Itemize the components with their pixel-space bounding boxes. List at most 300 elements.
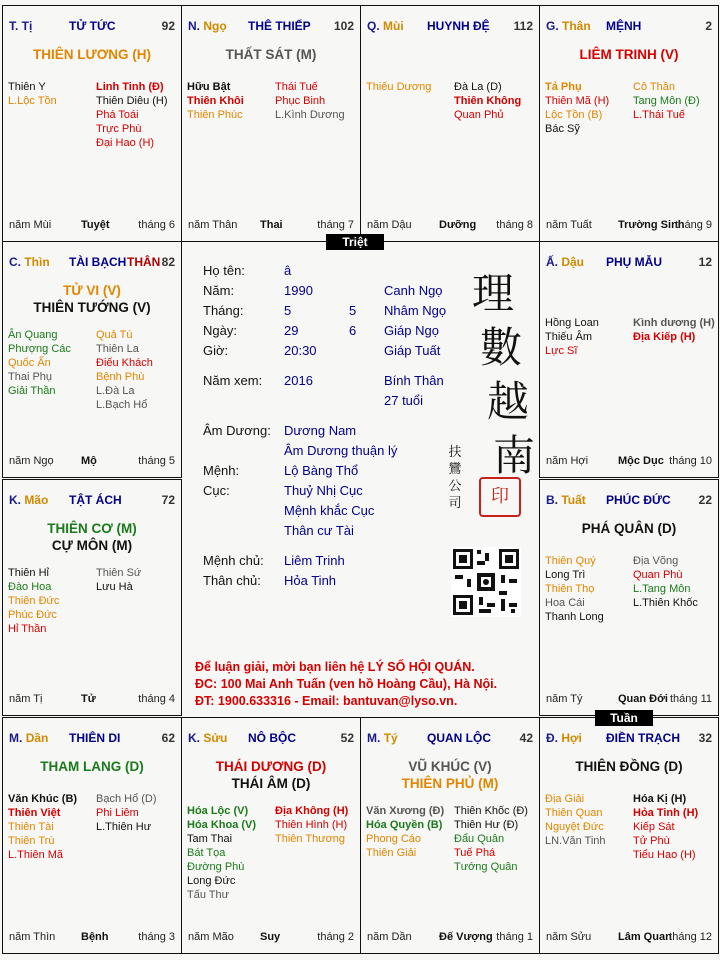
minor-star: Tam Thai [187, 833, 233, 845]
label-am-duong: Âm Dương: [203, 423, 271, 438]
minor-star: L.Thiên Mã [8, 849, 64, 861]
footer-month: tháng 2 [317, 931, 354, 943]
minor-star: Hoa Cái [545, 597, 585, 609]
major-stars [361, 758, 539, 792]
minor-star: Tuế Phá [454, 847, 496, 859]
minor-star: Hóa Quyền (B) [366, 819, 443, 831]
minor-star: Tử Phù [633, 835, 670, 847]
palace-header [188, 731, 354, 747]
minor-star: Quả Tú [96, 329, 133, 341]
palace-age-number: 92 [161, 19, 175, 33]
label-ho-ten: Họ tên: [203, 263, 245, 278]
palace-tuat [539, 479, 719, 716]
palace-footer [367, 219, 533, 233]
label-than-chu: Thân chủ: [203, 573, 261, 588]
minor-stars-right [454, 804, 538, 874]
palace-header [546, 255, 712, 271]
major-star: TỬ VI (V) [63, 283, 121, 298]
can-chi-ngay: Giáp Ngọ [384, 323, 439, 338]
footer-year: năm Dậu [367, 219, 412, 231]
label-menh-chu: Mệnh chủ: [203, 553, 264, 568]
branch-name: Tuất [561, 493, 586, 507]
label-cuc: Cục: [203, 483, 230, 498]
palace-header [188, 19, 354, 35]
minor-star: Bạch Hổ (D) [96, 793, 157, 805]
major-stars [3, 758, 181, 775]
minor-star: Thiên Hỉ [8, 567, 49, 579]
minor-stars-right [96, 328, 180, 412]
minor-star: Phi Liêm [96, 807, 139, 819]
palace-name: TẬT ÁCH [69, 493, 122, 507]
label-menh: Mệnh: [203, 463, 240, 478]
minor-star: Tả Phụ [545, 81, 582, 93]
branch-letter: G. [546, 19, 559, 33]
minor-stars-left [366, 80, 450, 94]
footer-stage: Lâm Quan [618, 931, 672, 943]
footer-year: năm Mùi [9, 219, 52, 231]
palace-ti [2, 5, 182, 242]
minor-star: L.Kình Dương [275, 109, 345, 121]
palace-footer [188, 931, 354, 945]
branch-letter: Q. [367, 19, 380, 33]
palace-name: TỬ TỨC [69, 19, 116, 33]
value-cuc: Thuỷ Nhị Cục [284, 483, 363, 498]
minor-star: Kiếp Sát [633, 821, 675, 833]
palace-header [9, 255, 175, 271]
minor-stars-left [545, 554, 629, 624]
branch-letter: K. [9, 493, 21, 507]
minor-star: Thái Tuế [275, 81, 318, 93]
minor-star: Hóa Kị (H) [633, 793, 687, 805]
minor-stars [187, 804, 355, 914]
footer-month: tháng 3 [138, 931, 175, 943]
value-nam-xem: 2016 [284, 373, 313, 388]
palace-header [546, 731, 712, 747]
major-stars [3, 520, 181, 554]
minor-stars-right [454, 80, 538, 122]
minor-stars-right [275, 80, 359, 122]
branch-name: Dậu [561, 255, 585, 269]
minor-star: Thiên Tài [8, 821, 54, 833]
value-am-duong: Dương Nam [284, 423, 357, 438]
minor-star: Thiên Trù [8, 835, 55, 847]
value-nam: 1990 [284, 283, 313, 298]
major-star: CỰ MÔN (M) [51, 538, 133, 553]
calligraphy-logo [463, 267, 536, 483]
minor-star: Thiên Hình (H) [275, 819, 348, 831]
minor-star: Tướng Quân [454, 861, 518, 873]
palace-ty [360, 717, 540, 954]
palace-name: THÊ THIẾP [248, 19, 311, 33]
red-seal: 印 [479, 477, 521, 517]
palace-age-number: 62 [161, 731, 175, 745]
minor-stars [545, 316, 713, 426]
calligraphy-char-2: 數 [479, 323, 522, 372]
center-info-panel [181, 241, 540, 717]
minor-star: Địa Kiếp (H) [633, 331, 696, 343]
minor-star: Hóa Khoa (V) [187, 819, 257, 831]
footer-year: năm Tuất [546, 219, 592, 231]
major-star: PHÁ QUÂN (D) [581, 521, 677, 536]
lunar-ngay: 6 [349, 323, 357, 338]
footer-year: năm Ngọ [9, 455, 54, 467]
palace-suu [181, 717, 361, 954]
minor-star: Lộc Tồn (B) [545, 109, 603, 121]
value-menh: Lộ Bàng Thổ [284, 463, 359, 478]
branch-letter: B. [546, 493, 558, 507]
label-nam-xem: Năm xem: [203, 373, 263, 388]
palace-name: NÔ BỘC [248, 731, 296, 745]
minor-stars [187, 80, 355, 190]
minor-stars-left [8, 328, 92, 398]
minor-star: Văn Xương (Đ) [366, 805, 445, 817]
major-star: THIÊN ĐỒNG (D) [575, 759, 683, 774]
footer-stage: Quan Đới [618, 693, 668, 705]
major-stars [3, 282, 181, 316]
palace-age-number: 22 [698, 493, 712, 507]
palace-footer [546, 455, 712, 469]
palace-age-number: 42 [519, 731, 533, 745]
branch-name: Dần [25, 731, 49, 745]
palace-age-number: 72 [161, 493, 175, 507]
footer-month: tháng 1 [496, 931, 533, 943]
major-star: THẤT SÁT (M) [225, 47, 317, 62]
palace-branch [9, 255, 50, 269]
footer-month: tháng 9 [675, 219, 712, 231]
footer-stage: Thai [260, 219, 283, 231]
footer-stage: Đế Vượng [439, 931, 493, 943]
footer-stage: Tuyệt [81, 219, 110, 231]
footer-month: tháng 5 [138, 455, 175, 467]
label-ngay: Ngày: [203, 323, 237, 338]
contact-line-1: Để luận giải, mời bạn liên hệ LÝ SỐ HỘI QUÁN. [195, 660, 475, 674]
palace-header [546, 493, 712, 509]
minor-star: Địa Võng [633, 555, 679, 567]
minor-star: L.Lộc Tồn [8, 95, 57, 107]
branch-name: Thân [562, 19, 591, 33]
minor-star: Hữu Bật [187, 81, 231, 93]
contact-address: ĐC: 100 Mai Anh Tuấn (ven hồ Hoàng Cầu), Hà Nội. [195, 677, 498, 691]
minor-star: Quan Phủ [454, 109, 504, 121]
minor-star: Thiên Hư (Đ) [454, 819, 519, 831]
palace-age-number: 82 [161, 255, 175, 269]
value-ngay: 29 [284, 323, 299, 338]
branch-letter: C. [9, 255, 21, 269]
minor-stars-left [8, 792, 92, 862]
palace-footer [546, 931, 712, 945]
palace-branch [546, 255, 584, 269]
minor-star: Hồng Loan [545, 317, 599, 329]
palace-header [9, 19, 175, 35]
palace-branch [188, 19, 227, 33]
can-chi-gio: Giáp Tuất [384, 343, 441, 358]
minor-star: Thiên Khốc (Đ) [454, 805, 528, 817]
palace-name: TÀI BẠCH [69, 255, 127, 269]
minor-star: Thiên Sứ [96, 567, 142, 579]
palace-age-number: 32 [698, 731, 712, 745]
minor-stars [366, 80, 534, 190]
footer-stage: Trường Sinh [618, 219, 685, 231]
minor-star: Điếu Khách [96, 357, 153, 369]
value-than-chu: Hỏa Tinh [284, 573, 337, 588]
minor-star: L.Thiên Khốc [633, 597, 698, 609]
minor-stars-right [96, 792, 180, 834]
contact-phone-email: ĐT: 1900.633316 - Email: bantuvan@lyso.vn. [195, 694, 458, 708]
major-stars [182, 758, 360, 792]
branch-letter: N. [188, 19, 200, 33]
minor-star: Hỏa Tinh (H) [633, 807, 699, 819]
label-thang: Tháng: [203, 303, 244, 318]
footer-year: năm Thìn [9, 931, 56, 943]
footer-month: tháng 4 [138, 693, 175, 705]
minor-stars [545, 792, 713, 902]
major-star: THIÊN PHỦ (M) [401, 776, 499, 791]
major-star: LIÊM TRINH (V) [579, 47, 679, 62]
branch-letter: M. [367, 731, 381, 745]
palace-age-number: 112 [513, 19, 533, 33]
minor-star: Phượng Các [8, 343, 71, 355]
palace-branch [546, 731, 582, 745]
value-thang: 5 [284, 303, 292, 318]
minor-star: Đào Hoa [8, 581, 52, 593]
minor-star: Thiếu Âm [545, 331, 593, 343]
minor-star: Thiên Giải [366, 847, 417, 859]
minor-star: Thiên Thọ [545, 583, 595, 595]
can-chi-nam-xem: Bính Thân [384, 373, 444, 388]
minor-star: Đường Phù [187, 861, 245, 873]
palace-dau [539, 241, 719, 478]
minor-star: Cô Thần [633, 81, 675, 93]
major-star: THAM LANG (D) [40, 759, 144, 774]
branch-name: Sửu [203, 731, 228, 745]
minor-star: Ân Quang [8, 329, 58, 341]
palace-header [9, 493, 175, 509]
branch-letter: Ấ. [546, 255, 558, 269]
minor-stars-left [187, 804, 271, 902]
minor-stars [8, 328, 176, 438]
value-cuc-2: Mệnh khắc Cục [284, 503, 375, 518]
minor-star: LN.Văn Tinh [545, 835, 606, 847]
minor-star: Tang Môn (Đ) [633, 95, 700, 107]
footer-stage: Dưỡng [439, 219, 477, 231]
minor-star: Nguyệt Đức [545, 821, 604, 833]
footer-stage: Suy [260, 931, 281, 943]
footer-stage: Bệnh [81, 931, 109, 943]
branch-name: Tý [383, 731, 398, 745]
qr-code [451, 547, 521, 617]
minor-star: Phong Cáo [366, 833, 422, 845]
palace-footer [9, 931, 175, 945]
minor-stars-left [8, 80, 92, 108]
minor-star: Văn Khúc (B) [8, 793, 78, 805]
small-char-4: 司 [448, 496, 462, 511]
palace-age-number: 52 [340, 731, 354, 745]
palace-mao [2, 479, 182, 716]
minor-stars-left [187, 80, 271, 122]
palace-header [546, 19, 712, 35]
small-char-2: 鸞 [448, 462, 462, 477]
palace-branch [367, 19, 404, 33]
minor-stars-left [545, 80, 629, 136]
than-marker: THÂN [127, 255, 161, 269]
small-char-1: 扶 [448, 445, 462, 460]
palace-than [539, 5, 719, 242]
major-star: THIÊN TƯỚNG (V) [33, 300, 151, 315]
minor-star: Hóa Lộc (V) [187, 805, 249, 817]
branch-name: Hợi [561, 731, 582, 745]
palace-ngo [181, 5, 361, 242]
palace-dan [2, 717, 182, 954]
palace-header [367, 19, 533, 35]
minor-star: Long Trì [545, 569, 586, 581]
triet-marker: Triệt [326, 234, 384, 250]
footer-month: tháng 10 [669, 455, 712, 467]
minor-stars-left [366, 804, 450, 860]
footer-month: tháng 8 [496, 219, 533, 231]
minor-star: Trực Phù [96, 123, 142, 135]
palace-name: QUAN LỘC [427, 731, 491, 745]
major-star: THIÊN CƠ (M) [47, 521, 137, 536]
minor-star: Thiên Quan [545, 807, 603, 819]
minor-star: Tấu Thư [187, 889, 230, 901]
palace-name: MỆNH [606, 19, 642, 33]
major-stars [540, 758, 718, 775]
minor-star: Hỉ Thần [8, 623, 47, 635]
calligraphy-char-3: 越 [487, 377, 530, 426]
minor-star: Đại Hao (H) [96, 137, 155, 149]
palace-hoi [539, 717, 719, 954]
minor-stars-right [633, 316, 717, 344]
minor-stars-left [8, 566, 92, 636]
major-stars [3, 46, 181, 63]
palace-header [367, 731, 533, 747]
minor-star: Kình dương (H) [633, 317, 715, 329]
minor-star: L.Đà La [96, 385, 135, 397]
minor-stars-right [633, 80, 717, 122]
small-char-3: 公 [448, 479, 462, 494]
minor-stars-right [633, 792, 717, 862]
minor-stars [545, 554, 713, 664]
minor-star: Đà La (D) [454, 81, 502, 93]
minor-star: Quốc Ấn [8, 357, 51, 369]
footer-month: tháng 7 [317, 219, 354, 231]
branch-letter: Đ. [546, 731, 558, 745]
palace-branch [546, 493, 586, 507]
major-star: VŨ KHÚC (V) [408, 759, 492, 774]
minor-stars-right [96, 566, 180, 594]
branch-name: Mùi [383, 19, 404, 33]
palace-footer [367, 931, 533, 945]
minor-stars [366, 804, 534, 914]
major-star: THÁI ÂM (D) [231, 776, 311, 791]
minor-star: L.Thái Tuế [633, 109, 685, 121]
minor-star: Phá Toái [96, 109, 139, 121]
minor-stars-left [545, 792, 629, 848]
palace-footer [9, 693, 175, 707]
minor-star: Thiên Không [454, 95, 522, 107]
value-ho-ten: â [284, 263, 292, 278]
minor-stars-right [96, 80, 180, 150]
palace-mui [360, 5, 540, 242]
minor-stars [8, 80, 176, 190]
minor-stars [8, 566, 176, 676]
minor-star: Giải Thần [8, 385, 56, 397]
major-star: THIÊN LƯƠNG (H) [33, 47, 151, 62]
branch-letter: K. [188, 731, 200, 745]
major-star: THÁI DƯƠNG (D) [215, 759, 327, 774]
minor-star: Thiên Diêu (H) [96, 95, 168, 107]
palace-age-number: 12 [698, 255, 712, 269]
minor-star: L.Tang Môn [633, 583, 691, 595]
value-am-duong-2: Âm Dương thuận lý [284, 443, 398, 458]
minor-star: Lực Sĩ [545, 345, 578, 357]
major-stars [540, 46, 718, 63]
major-stars [540, 520, 718, 537]
minor-star: Tiểu Hao (H) [633, 849, 696, 861]
minor-star: Linh Tinh (Đ) [96, 81, 164, 93]
footer-year: năm Dần [367, 931, 412, 943]
minor-star: Thiên Thương [275, 833, 346, 845]
minor-stars [8, 792, 176, 902]
minor-star: Thiên Khôi [187, 95, 244, 107]
branch-letter: T. Tị [9, 19, 33, 33]
footer-year: năm Hợi [546, 455, 589, 467]
palace-branch [9, 19, 32, 33]
minor-star: Thiên Phúc [187, 109, 243, 121]
minor-stars-left [545, 316, 629, 358]
footer-year: năm Mão [188, 931, 234, 943]
palace-footer [546, 693, 712, 707]
minor-star: Bệnh Phù [96, 371, 145, 383]
can-chi-thang: Nhâm Ngọ [384, 303, 447, 318]
minor-star: Lưu Hà [96, 581, 133, 593]
calligraphy-char-4: 南 [493, 431, 536, 480]
palace-branch [546, 19, 591, 33]
footer-stage: Mộc Dục [618, 455, 664, 467]
minor-star: Bát Tọa [187, 847, 226, 859]
palace-footer [9, 219, 175, 233]
minor-star: Quan Phù [633, 569, 683, 581]
major-stars [182, 46, 360, 63]
minor-star: L.Thiên Hư [96, 821, 152, 833]
palace-footer [9, 455, 175, 469]
palace-header [9, 731, 175, 747]
minor-star: Thiên Mã (H) [545, 95, 610, 107]
minor-star: L.Bạch Hổ [96, 399, 148, 411]
footer-year: năm Sửu [546, 931, 592, 943]
value-gio: 20:30 [284, 343, 317, 358]
branch-letter: M. [9, 731, 23, 745]
footer-year: năm Tý [546, 693, 583, 705]
label-nam: Năm: [203, 283, 235, 298]
small-vertical-text [447, 444, 463, 512]
footer-year: năm Tị [9, 693, 43, 705]
footer-month: tháng 12 [669, 931, 712, 943]
value-cuc-3: Thân cư Tài [284, 523, 354, 538]
minor-stars [545, 80, 713, 190]
branch-name: Mão [24, 493, 49, 507]
palace-branch [9, 493, 48, 507]
palace-name: THIÊN DI [69, 731, 121, 745]
palace-age-number: 102 [333, 19, 354, 33]
minor-star: Long Đức [187, 875, 236, 887]
age: 27 tuổi [384, 393, 424, 408]
minor-star: Địa Giải [545, 793, 585, 805]
lunar-thang: 5 [349, 303, 357, 318]
label-gio: Giờ: [203, 343, 229, 358]
palace-age-number: 2 [705, 19, 712, 33]
palace-branch [188, 731, 227, 745]
